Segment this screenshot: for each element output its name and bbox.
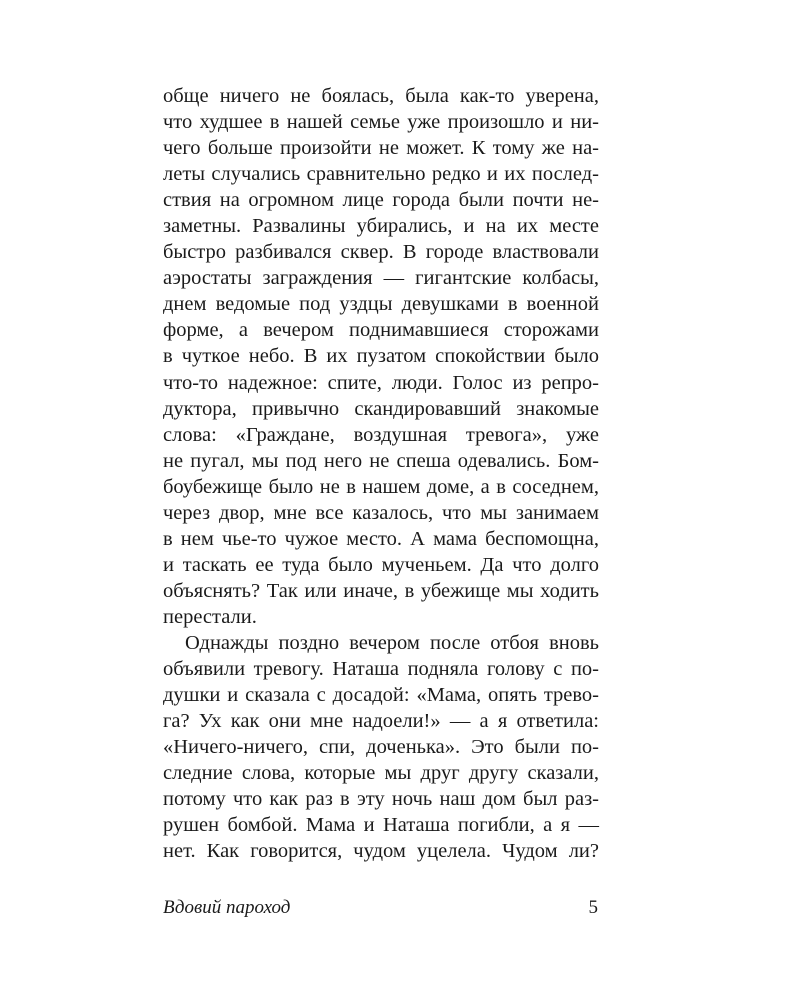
text-line: га? Ух как они мне надоели!» — а я ответила:	[163, 710, 599, 733]
text-line: душки и сказала с досадой: «Мама, опять трево-	[163, 684, 599, 707]
text-line: быстро разбивался сквер. В городе властвовали	[163, 241, 599, 264]
text-line: в нем чье-то чужое место. А мама беспомощна,	[163, 527, 599, 550]
text-line: форме, а вечером поднимавшиеся сторожами	[163, 319, 599, 342]
text-line: ствия на огромном лице города были почти не-	[163, 189, 599, 212]
text-line: заметны. Развалины убирались, и на их месте	[163, 215, 599, 238]
text-line: не пугал, мы под него не спеша одевались. Бом-	[163, 449, 599, 472]
text-line: и таскать ее туда было мученьем. Да что долго	[163, 553, 599, 576]
text-line: нет. Как говорится, чудом уцелела. Чудом ли?	[163, 840, 599, 863]
text-line: перестали.	[163, 605, 257, 628]
text-line: что худшее в нашей семье уже произошло и ни-	[163, 111, 599, 134]
paragraph-1	[163, 83, 599, 630]
text-line: дуктора, привычно скандировавший знакомые	[163, 397, 599, 420]
text-line: чего больше произойти не может. К тому же на-	[163, 137, 599, 160]
text-line: днем ведомые под уздцы девушками в военной	[163, 293, 599, 316]
text-line: слова: «Граждане, воздушная тревога», уже	[163, 423, 599, 446]
text-line: через двор, мне все казалось, что мы занимаем	[163, 501, 599, 524]
paragraph-2	[163, 630, 599, 864]
text-line: обще ничего не боялась, была как-то уверена,	[163, 85, 599, 107]
running-footer-title: Вдовий пароход	[163, 897, 291, 918]
text-line: рушен бомбой. Мама и Наташа погибли, а я —	[163, 814, 599, 837]
text-line: что-то надежное: спите, люди. Голос из репро-	[163, 371, 599, 394]
text-line: Однажды поздно вечером после отбоя вновь	[185, 631, 599, 654]
text-line: леты случались сравнительно редко и их послед-	[163, 163, 599, 186]
text-line: боубежище было не в нашем доме, а в соседнем,	[163, 475, 599, 498]
text-line: объявили тревогу. Наташа подняла голову с по-	[163, 658, 599, 681]
body-text	[163, 83, 599, 864]
text-line: следние слова, которые мы друг другу сказали,	[163, 762, 599, 785]
text-line: потому что как раз в эту ночь наш дом был раз-	[163, 788, 599, 811]
page-number: 5	[588, 897, 598, 918]
text-line: в чуткое небо. В их пузатом спокойствии было	[163, 345, 599, 368]
text-line: объяснять? Так или иначе, в убежище мы ходить	[163, 579, 599, 602]
text-line: «Ничего-ничего, спи, доченька». Это были по-	[163, 736, 599, 759]
text-line: аэростаты заграждения — гигантские колбасы,	[163, 267, 599, 290]
